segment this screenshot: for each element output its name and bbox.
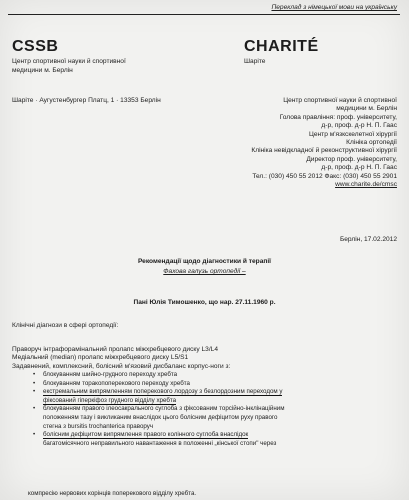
bullet-item <box>33 431 403 448</box>
bullet-list <box>33 371 403 448</box>
right-line: д-р, проф. д-р Н. П. Гаас <box>321 164 397 172</box>
diagnoses-list <box>12 346 230 371</box>
handwritten-underline: фіксований гіперкіфоз грудного відділу хребта <box>43 396 177 404</box>
diagnosis-item: Праворуч інтрафорамінальний пролапс міжхребцевого диску L3/L4 <box>12 346 218 353</box>
patient-line: Пані Юлія Тимошенко, що нар. 27.11.1960 р. <box>133 299 276 306</box>
bullet-line: стегна з bursitis trochanterica праворуч <box>43 422 154 430</box>
bullet-continuation: компресію нервових корінців поперекового відділу хребта. <box>28 490 197 497</box>
handwritten-underline: болісним дефіцитом випрямлення правого колінного суглоба внаслідок <box>43 431 249 439</box>
bullet-line: положенням тазу і викликаним внаслідок цього болісним дефіцитом руху правого <box>43 413 278 421</box>
charite-logo: CHARITÉ <box>244 38 319 55</box>
doc-title: Рекомендації щодо діагностики й терапії <box>137 258 272 265</box>
right-line: д-р, проф. д-р Н. П. Гаас <box>321 122 397 130</box>
right-line: Голова правління: проф. університету, <box>279 113 397 121</box>
cssb-logo: CSSB <box>12 38 59 55</box>
right-line: Клініка ортопедії <box>346 139 397 147</box>
right-line: медицини м. Берлін <box>336 105 397 113</box>
diagnosis-item: Задавнений, комплексний, болісний м'язовий дисбаланс корпус-ноги з: <box>12 362 231 370</box>
doc-subtitle-text: Фахова галузь ортопедії – <box>163 268 246 275</box>
bullet-line: блокуванням шийно-грудного переходу хребта <box>43 371 178 378</box>
diagnosis-item: Медіальний (median) пролапс міжхребцевого диску L5/S1 <box>12 354 189 362</box>
doc-subtitle <box>0 268 409 276</box>
right-line: Клініка невідкладної й реконструктивної хірургії <box>251 147 397 155</box>
bullet-dot: • <box>33 431 36 439</box>
bullet-item <box>33 371 403 380</box>
translation-note: Переклад з німецької мови на українську <box>271 4 397 11</box>
right-line: Центр м'язкскелетної хірургії <box>309 130 397 138</box>
bullet-line: багатомісячного неправильного навантаження в положенні „кінської стопи" через <box>43 439 277 447</box>
handwritten-underline: екстремальним випрямленням поперекового лордозу з безлордозним переходом у <box>43 388 283 396</box>
document-date: Берлін, 17.02.2012 <box>339 236 397 243</box>
bullet-line <box>43 397 403 406</box>
bullet-item <box>33 379 403 389</box>
contacts-line: Тел.: (030) 450 55 2012 Факс: (030) 450 55 2901 <box>252 172 397 180</box>
bullet-dot: • <box>33 388 36 396</box>
bullet-item <box>33 405 403 431</box>
bullet-line: блокуванням торакопоперекового переходу хребта <box>43 379 190 387</box>
bullet-line: блокуванням правого ілеосакрального суглоба з фіксованим торсійно-інклінаційним <box>43 405 285 413</box>
left-address: Шаріте · Аугустенбургер Платц, 1 · 13353 Берлін <box>12 97 161 104</box>
left-org-line1: Центр спортивної науки й спортивної <box>12 58 126 65</box>
right-header-lines <box>157 97 397 189</box>
bullet-dot: • <box>33 405 36 413</box>
bullet-dot: • <box>33 379 36 387</box>
top-rule <box>8 14 400 15</box>
right-line: Директор проф. університету, <box>306 155 397 163</box>
left-org-line2: медицини м. Берлін <box>12 67 73 74</box>
section-heading: Клінічні діагнози в сфері ортопедії: <box>12 322 119 329</box>
right-line: Центр спортивної науки й спортивної <box>283 97 397 104</box>
website-link[interactable]: www.charite.de/cmsc <box>335 181 397 189</box>
charite-sub: Шаріте <box>244 58 266 65</box>
bullet-dot: • <box>33 371 36 378</box>
bullet-line <box>43 388 403 397</box>
bullet-item <box>33 388 403 405</box>
bullet-line <box>43 431 403 440</box>
